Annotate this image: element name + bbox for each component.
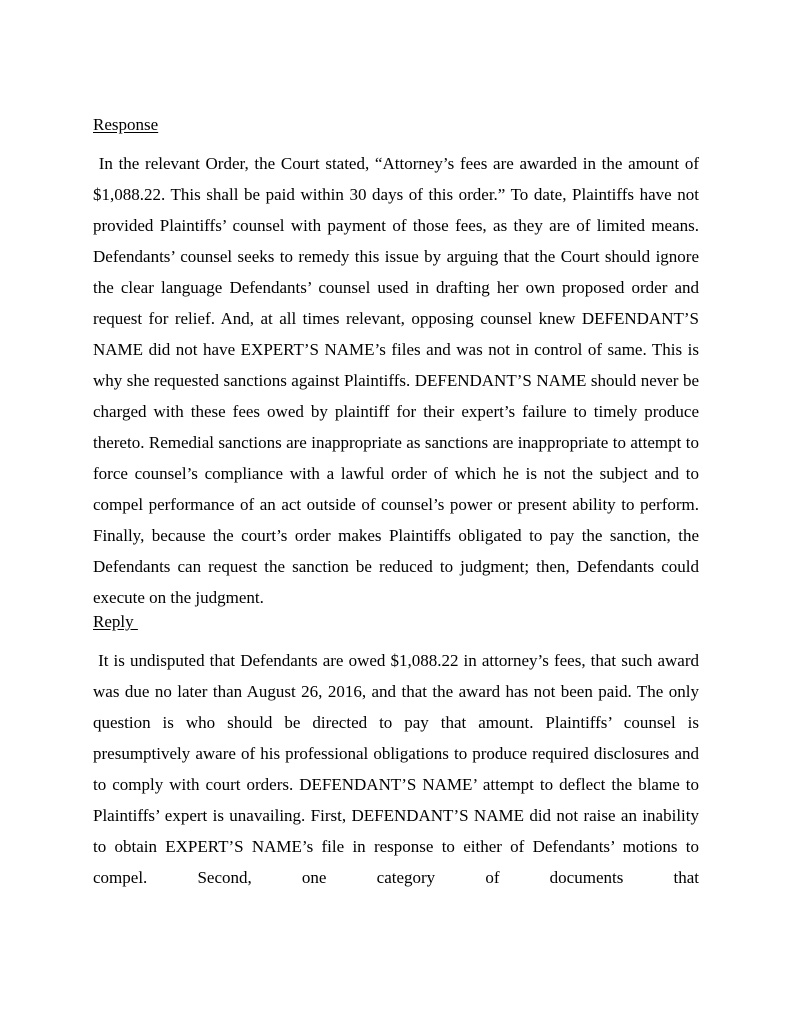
- reply-heading: Reply: [93, 612, 138, 631]
- response-heading: Response: [93, 115, 159, 134]
- reply-paragraph: It is undisputed that Defendants are owed $1,088.22 in attorney’s fees, that such award was due no later than August 26, 2016, and that the award has not been paid. The only question is who should be directed to pay that amount. Plaintiffs’ counsel is presumptively aware of his professional obligations to produce required disclosures and to comply with court orders. DEFENDANT’S NAME’ attempt to deflect the blame to Plaintiffs’ expert is unavailing. First, DEFENDANT’S NAME did not raise an inability to obtain EXPERT’S NAME’s file in response to either of Defendants’ motions to compel. Second, one category of documents that: [93, 651, 704, 887]
- response-paragraph: In the relevant Order, the Court stated, “Attorney’s fees are awarded in the amount of $1,088.22. This shall be paid within 30 days of this order.” To date, Plaintiffs have not provided Plaintiffs’ counsel with payment of those fees, as they are of limited means. Defendants’ counsel seeks to remedy this issue by arguing that the Court should ignore the clear language Defendants’ counsel used in drafting her own proposed order and request for relief. And, at all times relevant, opposing counsel knew DEFENDANT’S NAME did not have EXPERT’S NAME’s files and was not in control of same. This is why she requested sanctions against Plaintiffs. DEFENDANT’S NAME should never be charged with these fees owed by plaintiff for their expert’s failure to timely produce thereto. Remedial sanctions are inappropriate as sanctions are inappropriate to attempt to force counsel’s compliance with a lawful order of which he is not the subject and to compel performance of an act outside of counsel’s power or present ability to perform. Finally, because the court’s order makes Plaintiffs obligated to pay the sanction, the Defendants can request the sanction be reduced to judgment; then, Defendants could execute on the judgment.: [93, 154, 704, 607]
- document-page: [93, 112, 704, 893]
